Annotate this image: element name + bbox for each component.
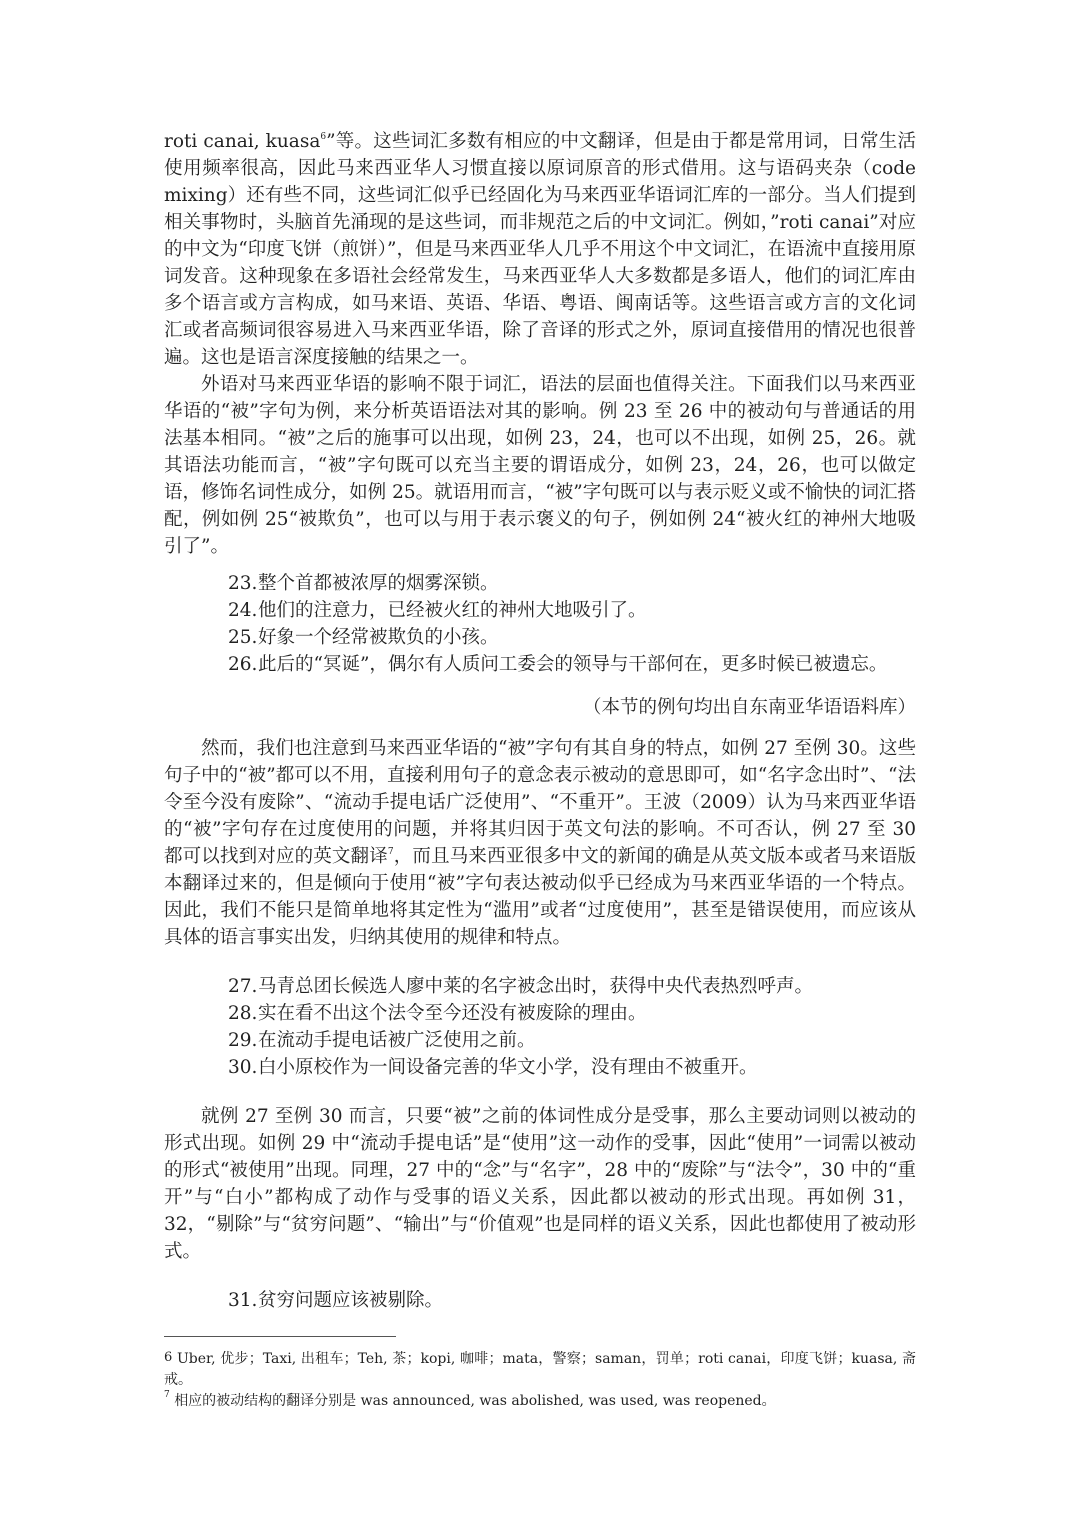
footnote-mark: 6 — [164, 1350, 173, 1365]
example-text: 马青总团长候选人廖中莱的名字被念出时，获得中央代表热烈呼声。 — [258, 976, 814, 997]
document-page — [164, 128, 916, 1412]
footnote-divider — [164, 1336, 396, 1337]
example-text: 此后的“冥诞”，偶尔有人质问工委会的领导与干部何在，更多时候已被遗忘。 — [258, 654, 888, 675]
example-number: 29. — [228, 1030, 258, 1051]
example-number: 24. — [228, 600, 258, 621]
example-number: 30. — [228, 1057, 258, 1078]
paragraph-text: roti canai, kuasa — [164, 131, 321, 152]
example-item — [228, 1000, 916, 1027]
example-list — [164, 570, 916, 678]
paragraph-text: ”等。这些词汇多数有相应的中文翻译，但是由于都是常用词，日常生活使用频率很高，因此马来西亚华人习惯直接以原词原音的形式借用。这与语码夹杂（code mixing）还有些不同，这些词汇似乎已经固化为马来西亚华语词汇库的一部分。当人们提到相关事物时，头脑首先涌现的是这些词，而非规范之后的中文词汇。例如，”roti canai”对应的中文为“印度飞饼（煎饼）”，但是马来西亚华人几乎不用这个中文词汇，在语流中直接用原词发音。这种现象在多语社会经常发生，马来西亚华人大多数都是多语人，他们的词汇库由多个语言或方言构成，如马来语、英语、华语、粤语、闽南话等。这些语言或方言的文化词汇或者高频词很容易进入马来西亚华语，除了音译的形式之外，原词直接借用的情况也很普遍。这也是语言深度接触的结果之一。 — [164, 131, 916, 368]
example-text: 好象一个经常被欺负的小孩。 — [258, 627, 499, 648]
footnote — [164, 1349, 916, 1391]
paragraph-text: ，而且马来西亚很多中文的新闻的确是从英文版本或者马来语版本翻译过来的，但是倾向于使用“被”字句表达被动似乎已经成为马来西亚华语的一个特点。因此，我们不能只是简单地将其定性为“滥用”或者“过度使用”，甚至是错误使用，而应该从具体的语言事实出发，归纳其使用的规律和特点。 — [164, 846, 916, 948]
paragraph-bei-features — [164, 735, 916, 951]
paragraph-text: 然而，我们也注意到马来西亚华语的“被”字句有其自身的特点，如例 27 至例 30。这些句子中的“被”都可以不用，直接利用句子的意念表示被动的意思即可，如“名字念出时”、“法令至今没有废除”、“流动手提电话广泛使用”、“不重开”。王波（2009）认为马来西亚华语的“被”字句存在过度使用的问题，并将其归因于英文句法的影响。不可否认，例 27 至 30 都可以找到对应的英文翻译 — [164, 738, 916, 867]
example-item — [228, 1054, 916, 1081]
footnote-reference[interactable]: 6 — [320, 132, 327, 142]
footnote-reference[interactable]: 7 — [387, 847, 394, 857]
example-number: 23. — [228, 573, 258, 594]
source-note: （本节的例句均出自东南亚华语语料库） — [582, 697, 916, 718]
example-text: 贫穷问题应该被剔除。 — [258, 1290, 444, 1311]
example-item — [228, 651, 916, 678]
footnote — [164, 1391, 916, 1412]
example-item — [228, 570, 916, 597]
paragraph-analysis: 就例 27 至例 30 而言，只要“被”之前的体词性成分是受事，那么主要动词则以被动的形式出现。如例 29 中“流动手提电话”是“使用”这一动作的受事，因此“使用”一词需以被动的形式“被使用”出现。同理，27 中的“念”与“名字”，28 中的“废除”与“法令”，30 中的“重开”与“白小”都构成了动作与受事的语义关系，因此都以被动的形式出现。再如例 31， 32，“剔除”与“贫穷问题”、“输出”与“价值观”也是同样的语义关系，因此也都使用了被动形式。 — [164, 1106, 916, 1262]
example-text: 白小原校作为一间设备完善的华文小学，没有理由不被重开。 — [258, 1057, 758, 1078]
example-text: 他们的注意力，已经被火红的神州大地吸引了。 — [258, 600, 647, 621]
footnotes — [164, 1349, 916, 1412]
example-item — [228, 973, 916, 1000]
example-item — [228, 1027, 916, 1054]
footnote-mark: 7 — [164, 1390, 170, 1400]
example-list — [164, 1287, 916, 1314]
example-text: 在流动手提电话被广泛使用之前。 — [258, 1030, 536, 1051]
paragraph-vocabulary — [164, 128, 916, 371]
example-item — [228, 597, 916, 624]
paragraph-grammar: 外语对马来西亚华语的影响不限于词汇，语法的层面也值得关注。下面我们以马来西亚华语的“被”字句为例，来分析英语语法对其的影响。例 23 至 26 中的被动句与普通话的用法基本相同。“被”之后的施事可以出现，如例 23，24，也可以不出现，如例 25，26。就其语法功能而言，“被”字句既可以充当主要的谓语成分，如例 23，24，26，也可以做定语，修饰名词性成分，如例 25。就语用而言，“被”字句既可以与表示贬义或不愉快的词汇搭配，例如例 25“被欺负”，也可以与用于表示褒义的句子，例如例 24“被火红的神州大地吸引了”。 — [164, 374, 917, 557]
example-number: 31. — [228, 1290, 258, 1311]
example-item — [228, 1287, 916, 1314]
example-number: 28. — [228, 1003, 258, 1024]
example-list — [164, 973, 916, 1081]
example-item — [228, 624, 916, 651]
example-number: 25. — [228, 627, 258, 648]
example-number: 26. — [228, 654, 258, 675]
example-text: 整个首都被浓厚的烟雾深锁。 — [258, 573, 499, 594]
example-number: 27. — [228, 976, 258, 997]
footnote-text: Uber, 优步；Taxi, 出租车；Teh, 茶；kopi, 咖啡；mata，警察；saman，罚单；roti canai，印度飞饼；kuasa, 斋戒。 — [164, 1351, 916, 1388]
example-text: 实在看不出这个法令至今还没有被废除的理由。 — [258, 1003, 647, 1024]
footnote-text: 相应的被动结构的翻译分别是 was announced, was abolished, was used, was reopened。 — [174, 1393, 776, 1409]
